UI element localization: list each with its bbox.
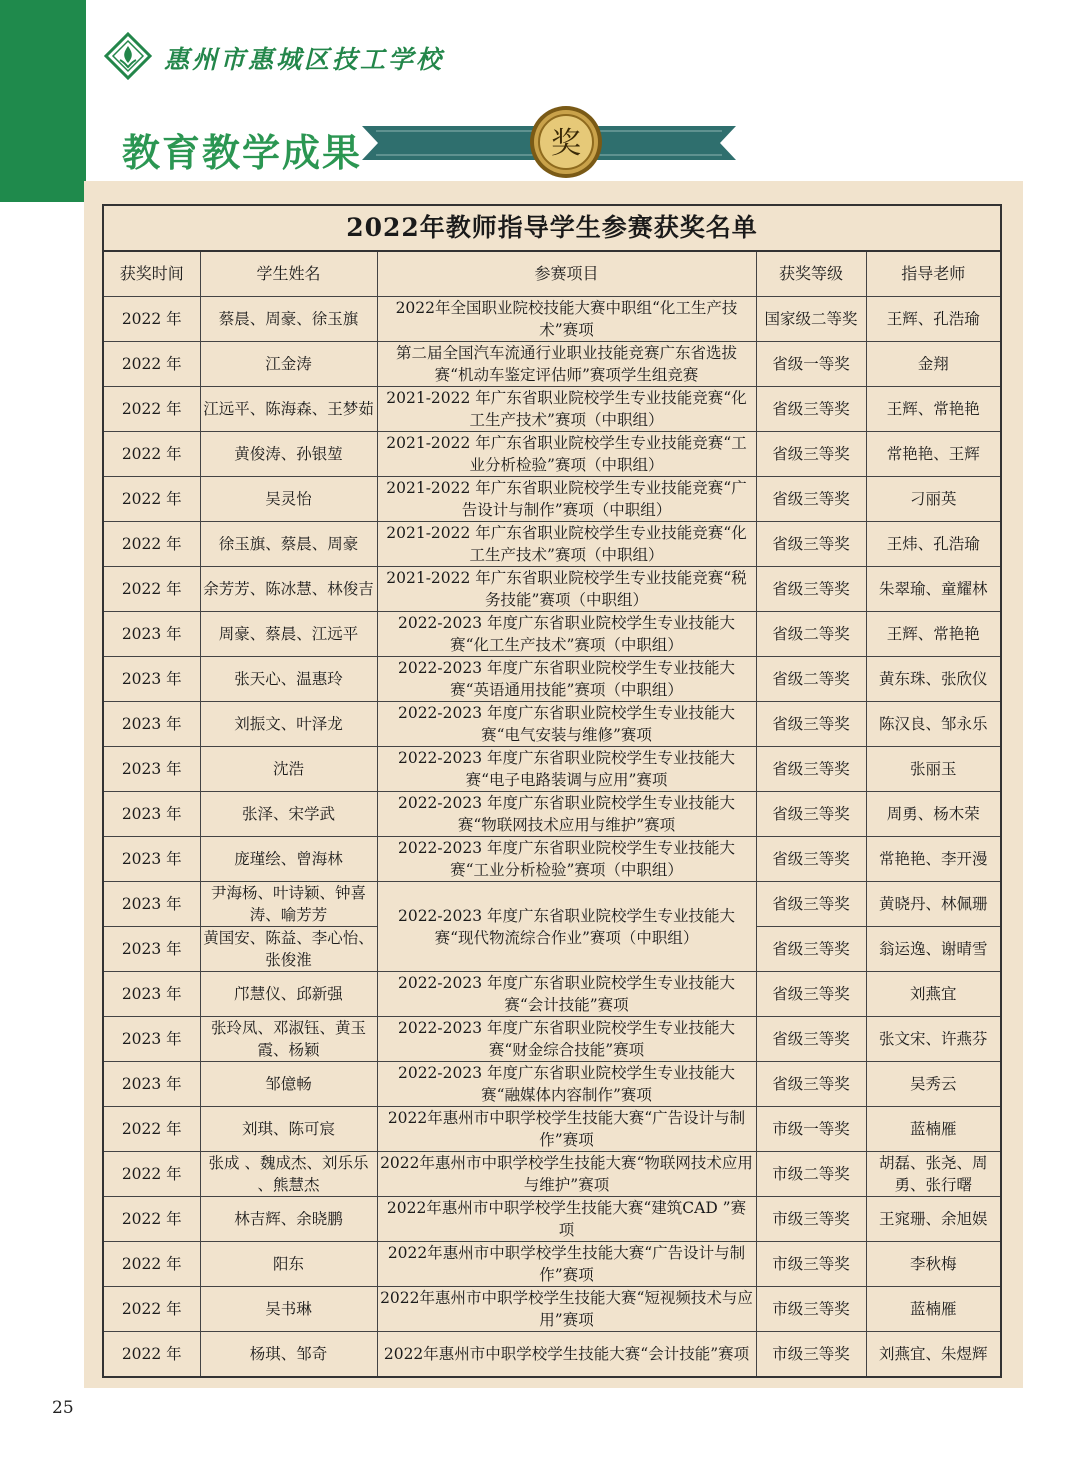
- competition-name: 2022年惠州市中职学校学生技能大赛“短视频技术与应用”赛项: [377, 1287, 756, 1332]
- medal-char: 奖: [551, 126, 581, 161]
- student-names: 林吉辉、余晓鹏: [200, 1197, 377, 1242]
- instructor-names: 朱翠瑜、童耀林: [866, 567, 1001, 612]
- award-level: 省级三等奖: [756, 1062, 866, 1107]
- instructor-names: 刘燕宜、朱煜辉: [866, 1332, 1001, 1378]
- competition-name: 2021-2022 年广东省职业院校学生专业技能竞赛“化工生产技术”赛项（中职组）: [377, 522, 756, 567]
- award-level: 市级三等奖: [756, 1332, 866, 1378]
- table-row: [103, 657, 1001, 702]
- competition-name: 2022-2023 年度广东省职业院校学生专业技能大赛“现代物流综合作业”赛项（中职组）: [377, 882, 756, 972]
- award-year: 2022 年: [103, 297, 200, 342]
- student-names: 蔡晨、周豪、徐玉旗: [200, 297, 377, 342]
- award-year: 2023 年: [103, 927, 200, 972]
- award-year: 2023 年: [103, 1062, 200, 1107]
- award-year: 2023 年: [103, 792, 200, 837]
- table-row: [103, 297, 1001, 342]
- award-level: 省级一等奖: [756, 342, 866, 387]
- competition-name: 2021-2022 年广东省职业院校学生专业技能竞赛“化工生产技术”赛项（中职组）: [377, 387, 756, 432]
- award-year: 2022 年: [103, 1152, 200, 1197]
- student-names: 张成 、魏成杰、刘乐乐 、熊慧杰: [200, 1152, 377, 1197]
- award-year: 2022 年: [103, 1332, 200, 1378]
- instructor-names: 翁运逸、谢晴雪: [866, 927, 1001, 972]
- award-level: 省级三等奖: [756, 702, 866, 747]
- competition-name: 2022-2023 年度广东省职业院校学生专业技能大赛“电子电路装调与应用”赛项: [377, 747, 756, 792]
- school-logo-icon: [104, 32, 152, 80]
- award-year: 2022 年: [103, 387, 200, 432]
- instructor-names: 张丽玉: [866, 747, 1001, 792]
- instructor-names: 常艳艳、王辉: [866, 432, 1001, 477]
- student-names: 尹海杨、叶诗颖、钟喜涛、喻芳芳: [200, 882, 377, 927]
- column-header: 获奖等级: [756, 251, 866, 297]
- competition-name: 2021-2022 年广东省职业院校学生专业技能竞赛“工业分析检验”赛项（中职组）: [377, 432, 756, 477]
- competition-name: 2022-2023 年度广东省职业院校学生专业技能大赛“工业分析检验”赛项（中职组）: [377, 837, 756, 882]
- table-row: [103, 1017, 1001, 1062]
- student-names: 江金涛: [200, 342, 377, 387]
- competition-name: 2021-2022 年广东省职业院校学生专业技能竞赛“税务技能”赛项（中职组）: [377, 567, 756, 612]
- student-names: 沈浩: [200, 747, 377, 792]
- competition-name: 2022-2023 年度广东省职业院校学生专业技能大赛“化工生产技术”赛项（中职组）: [377, 612, 756, 657]
- competition-name: 2022-2023 年度广东省职业院校学生专业技能大赛“财金综合技能”赛项: [377, 1017, 756, 1062]
- award-level: 市级三等奖: [756, 1287, 866, 1332]
- student-names: 黄俊涛、孙银堃: [200, 432, 377, 477]
- instructor-names: 胡磊、张尧、周勇、张行曙: [866, 1152, 1001, 1197]
- page-number: 25: [52, 1398, 74, 1418]
- award-year: 2023 年: [103, 657, 200, 702]
- award-level: 省级三等奖: [756, 522, 866, 567]
- competition-name: 2021-2022 年广东省职业院校学生专业技能竞赛“广告设计与制作”赛项（中职组）: [377, 477, 756, 522]
- student-names: 张玲凤、邓淑钰、黄玉霞、杨颖: [200, 1017, 377, 1062]
- award-level: 省级三等奖: [756, 477, 866, 522]
- table-row: [103, 342, 1001, 387]
- award-level: 省级二等奖: [756, 657, 866, 702]
- instructor-names: 周勇、杨木荣: [866, 792, 1001, 837]
- student-names: 阳东: [200, 1242, 377, 1287]
- section-title: 教育教学成果: [122, 131, 363, 175]
- competition-name: 2022年惠州市中职学校学生技能大赛“会计技能”赛项: [377, 1332, 756, 1378]
- award-year: 2022 年: [103, 1287, 200, 1332]
- student-names: 江远平、陈海森、王梦茹: [200, 387, 377, 432]
- award-level: 市级二等奖: [756, 1152, 866, 1197]
- instructor-names: 王辉、常艳艳: [866, 612, 1001, 657]
- award-level: 省级三等奖: [756, 567, 866, 612]
- competition-name: 2022-2023 年度广东省职业院校学生专业技能大赛“会计技能”赛项: [377, 972, 756, 1017]
- table-row: [103, 1062, 1001, 1107]
- student-names: 邹億畅: [200, 1062, 377, 1107]
- award-level: 省级三等奖: [756, 432, 866, 477]
- instructor-names: 黄东珠、张欣仪: [866, 657, 1001, 702]
- instructor-names: 金翔: [866, 342, 1001, 387]
- award-level: 省级三等奖: [756, 747, 866, 792]
- award-level: 省级二等奖: [756, 612, 866, 657]
- table-row: [103, 1107, 1001, 1152]
- table-row: [103, 387, 1001, 432]
- student-names: 刘振文、叶泽龙: [200, 702, 377, 747]
- competition-name: 2022年惠州市中职学校学生技能大赛“广告设计与制作”赛项: [377, 1107, 756, 1152]
- instructor-names: 蓝楠雁: [866, 1287, 1001, 1332]
- instructor-names: 黄晓丹、林佩珊: [866, 882, 1001, 927]
- table-row: [103, 612, 1001, 657]
- award-level: 市级一等奖: [756, 1107, 866, 1152]
- instructor-names: 王辉、孔浩瑜: [866, 297, 1001, 342]
- award-year: 2023 年: [103, 747, 200, 792]
- instructor-names: 张文宋、许燕芬: [866, 1017, 1001, 1062]
- award-level: 省级三等奖: [756, 1017, 866, 1062]
- instructor-names: 陈汉良、邹永乐: [866, 702, 1001, 747]
- award-year: 2023 年: [103, 972, 200, 1017]
- competition-name: 2022年惠州市中职学校学生技能大赛“物联网技术应用与维护”赛项: [377, 1152, 756, 1197]
- table-row: [103, 477, 1001, 522]
- student-names: 余芳芳、陈冰慧、林俊吉: [200, 567, 377, 612]
- column-header: 获奖时间: [103, 251, 200, 297]
- instructor-names: 吴秀云: [866, 1062, 1001, 1107]
- green-corner-bar: [0, 0, 86, 202]
- award-year: 2022 年: [103, 342, 200, 387]
- table-row: [103, 837, 1001, 882]
- instructor-names: 常艳艳、李开漫: [866, 837, 1001, 882]
- table-row: [103, 747, 1001, 792]
- award-table: [102, 204, 1002, 1378]
- award-level: 市级三等奖: [756, 1242, 866, 1287]
- competition-name: 2022-2023 年度广东省职业院校学生专业技能大赛“电气安装与维修”赛项: [377, 702, 756, 747]
- award-year: 2023 年: [103, 612, 200, 657]
- award-level: 省级三等奖: [756, 882, 866, 927]
- instructor-names: 刁丽英: [866, 477, 1001, 522]
- award-level: 国家级二等奖: [756, 297, 866, 342]
- award-year: 2022 年: [103, 1107, 200, 1152]
- instructor-names: 李秋梅: [866, 1242, 1001, 1287]
- table-row: [103, 1332, 1001, 1378]
- award-year: 2022 年: [103, 1242, 200, 1287]
- award-medal-icon: [528, 104, 604, 180]
- table-row: [103, 1152, 1001, 1197]
- school-name: 惠州市惠城区技工学校: [164, 45, 445, 74]
- table-row: [103, 1242, 1001, 1287]
- student-names: 张天心、温惠玲: [200, 657, 377, 702]
- award-level: 省级三等奖: [756, 972, 866, 1017]
- instructor-names: 王窕珊、余旭娱: [866, 1197, 1001, 1242]
- table-title: 2022年教师指导学生参赛获奖名单: [103, 205, 1001, 251]
- award-year: 2023 年: [103, 882, 200, 927]
- student-names: 庞瑾绘、曾海林: [200, 837, 377, 882]
- table-row: [103, 567, 1001, 612]
- award-year: 2023 年: [103, 1017, 200, 1062]
- award-year: 2023 年: [103, 837, 200, 882]
- student-names: 黄国安、陈益、李心怡、张俊淮: [200, 927, 377, 972]
- table-row: [103, 1197, 1001, 1242]
- award-year: 2022 年: [103, 432, 200, 477]
- award-level: 省级三等奖: [756, 837, 866, 882]
- award-level: 省级三等奖: [756, 387, 866, 432]
- competition-name: 2022-2023 年度广东省职业院校学生专业技能大赛“英语通用技能”赛项（中职组）: [377, 657, 756, 702]
- student-names: 刘琪、陈可宸: [200, 1107, 377, 1152]
- competition-name: 第二届全国汽车流通行业职业技能竞赛广东省选拔赛“机动车鉴定评估师”赛项学生组竞赛: [377, 342, 756, 387]
- table-row: [103, 702, 1001, 747]
- competition-name: 2022-2023 年度广东省职业院校学生专业技能大赛“融媒体内容制作”赛项: [377, 1062, 756, 1107]
- student-names: 吴灵怡: [200, 477, 377, 522]
- competition-name: 2022年全国职业院校技能大赛中职组“化工生产技术”赛项: [377, 297, 756, 342]
- student-names: 吴书琳: [200, 1287, 377, 1332]
- student-names: 徐玉旗、蔡晨、周豪: [200, 522, 377, 567]
- table-row: [103, 882, 1001, 927]
- competition-name: 2022年惠州市中职学校学生技能大赛“建筑CAD ”赛项: [377, 1197, 756, 1242]
- student-names: 周豪、蔡晨、江远平: [200, 612, 377, 657]
- table-row: [103, 792, 1001, 837]
- student-names: 邝慧仪、邱新强: [200, 972, 377, 1017]
- award-level: 市级三等奖: [756, 1197, 866, 1242]
- table-row: [103, 1287, 1001, 1332]
- student-names: 杨琪、邹奇: [200, 1332, 377, 1378]
- competition-name: 2022-2023 年度广东省职业院校学生专业技能大赛“物联网技术应用与维护”赛项: [377, 792, 756, 837]
- table-row: [103, 972, 1001, 1017]
- instructor-names: 刘燕宜: [866, 972, 1001, 1017]
- award-level: 省级三等奖: [756, 792, 866, 837]
- instructor-names: 蓝楠雁: [866, 1107, 1001, 1152]
- column-header: 参赛项目: [377, 251, 756, 297]
- competition-name: 2022年惠州市中职学校学生技能大赛“广告设计与制作”赛项: [377, 1242, 756, 1287]
- table-row: [103, 522, 1001, 567]
- award-year: 2023 年: [103, 702, 200, 747]
- instructor-names: 王炜、孔浩瑜: [866, 522, 1001, 567]
- column-header: 学生姓名: [200, 251, 377, 297]
- award-year: 2022 年: [103, 477, 200, 522]
- award-year: 2022 年: [103, 1197, 200, 1242]
- table-row: [103, 432, 1001, 477]
- column-header: 指导老师: [866, 251, 1001, 297]
- award-year: 2022 年: [103, 522, 200, 567]
- student-names: 张泽、宋学武: [200, 792, 377, 837]
- award-year: 2022 年: [103, 567, 200, 612]
- award-level: 省级三等奖: [756, 927, 866, 972]
- instructor-names: 王辉、常艳艳: [866, 387, 1001, 432]
